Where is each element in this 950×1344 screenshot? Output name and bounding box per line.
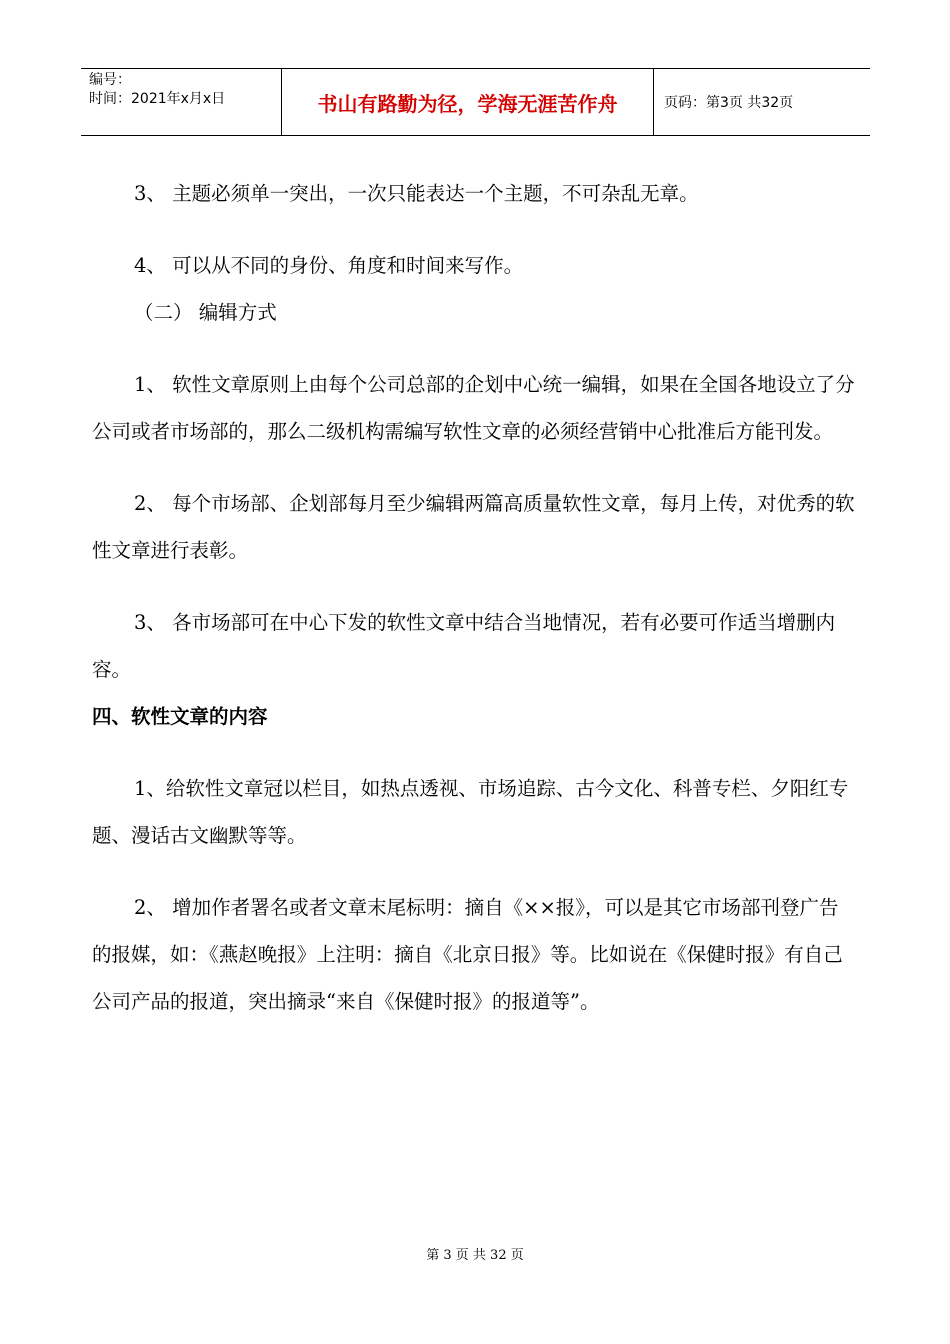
section-subheading-editing: （二） 编辑方式 <box>134 301 277 324</box>
header-motto-cell <box>281 69 654 135</box>
paragraph-content-1: 1、给软性文章冠以栏目，如热点透视、市场追踪、古今文化、科普专栏、夕阳红专题、漫话古文幽默等等。 <box>92 777 849 847</box>
paragraph-item-4-perspective: 4、 可以从不同的身份、角度和时间来写作。 <box>134 254 524 277</box>
paragraph-editing-1: 1、 软性文章原则上由每个公司总部的企划中心统一编辑，如果在全国各地设立了分公司或者市场部的，那么二级机构需编写软性文章的必须经营销中心批准后方能刊发。 <box>92 373 855 443</box>
paragraph-content-2: 2、 增加作者署名或者文章末尾标明：摘自《××报》，可以是其它市场部刊登广告的报媒，如：《燕赵晚报》上注明：摘自《北京日报》等。比如说在《保健时报》有自己公司产品的报道，突出摘录“来自《保健时报》的报道等”。 <box>92 896 843 1013</box>
section-heading-content: 四、软性文章的内容 <box>92 705 268 728</box>
header-page-cell <box>654 69 870 135</box>
paragraph-editing-3: 3、 各市场部可在中心下发的软性文章中结合当地情况，若有必要可作适当增删内容。 <box>92 611 836 681</box>
page-header <box>81 68 870 136</box>
document-body <box>92 170 857 1025</box>
paragraph-item-3-topic: 3、 主题必须单一突出，一次只能表达一个主题，不可杂乱无章。 <box>134 182 699 205</box>
header-motto: 书山有路勤为径，学海无涯苦作舟 <box>317 91 618 116</box>
header-page-number: 页码：第3页 共32页 <box>664 95 794 111</box>
header-number: 编号： <box>89 72 131 88</box>
header-info <box>81 69 281 135</box>
header-time: 时间：2021年x月x日 <box>89 91 226 107</box>
page-footer: 第 3 页 共 32 页 <box>426 1248 524 1263</box>
paragraph-editing-2: 2、 每个市场部、企划部每月至少编辑两篇高质量软性文章，每月上传，对优秀的软性文章进行表彰。 <box>92 492 855 562</box>
